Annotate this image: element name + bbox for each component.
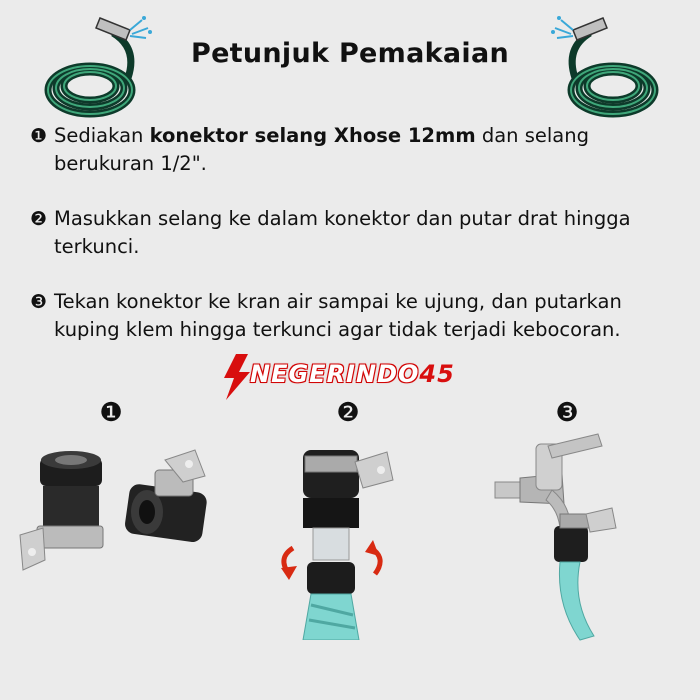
faucet-connector-photo bbox=[490, 430, 640, 645]
instruction-step-3 bbox=[30, 288, 690, 344]
instruction-step-2 bbox=[30, 205, 690, 261]
watermark-text: NEGERINDO bbox=[250, 360, 420, 388]
step-text: dan selang berukuran 1/2". bbox=[54, 124, 589, 175]
page-title: Petunjuk Pemakaian bbox=[190, 38, 509, 69]
connector-hose-photo bbox=[275, 440, 415, 640]
step-text: Masukkan selang ke dalam konektor dan putar drat hingga terkunci. bbox=[54, 207, 631, 258]
step-marker: ❸ bbox=[30, 291, 48, 313]
watermark-logo bbox=[218, 352, 498, 402]
step-text: Sediakan bbox=[54, 124, 150, 147]
watermark-number: 45 bbox=[419, 360, 455, 388]
step-text: Tekan konektor ke kran air sampai ke ujung, dan putarkan kuping klem hingga terkunci agar tidak terjadi kebocoran. bbox=[54, 290, 622, 341]
photo-marker-2: ❷ bbox=[336, 398, 360, 428]
photo-marker-1: ❶ bbox=[99, 398, 123, 428]
step-marker: ❷ bbox=[30, 208, 48, 230]
photo-marker-3: ❸ bbox=[555, 398, 579, 428]
connector-pair-photo bbox=[15, 440, 230, 590]
instruction-step-1 bbox=[30, 122, 690, 178]
step-marker: ❶ bbox=[30, 125, 48, 147]
step-bold-text: konektor selang Xhose 12mm bbox=[149, 124, 476, 147]
